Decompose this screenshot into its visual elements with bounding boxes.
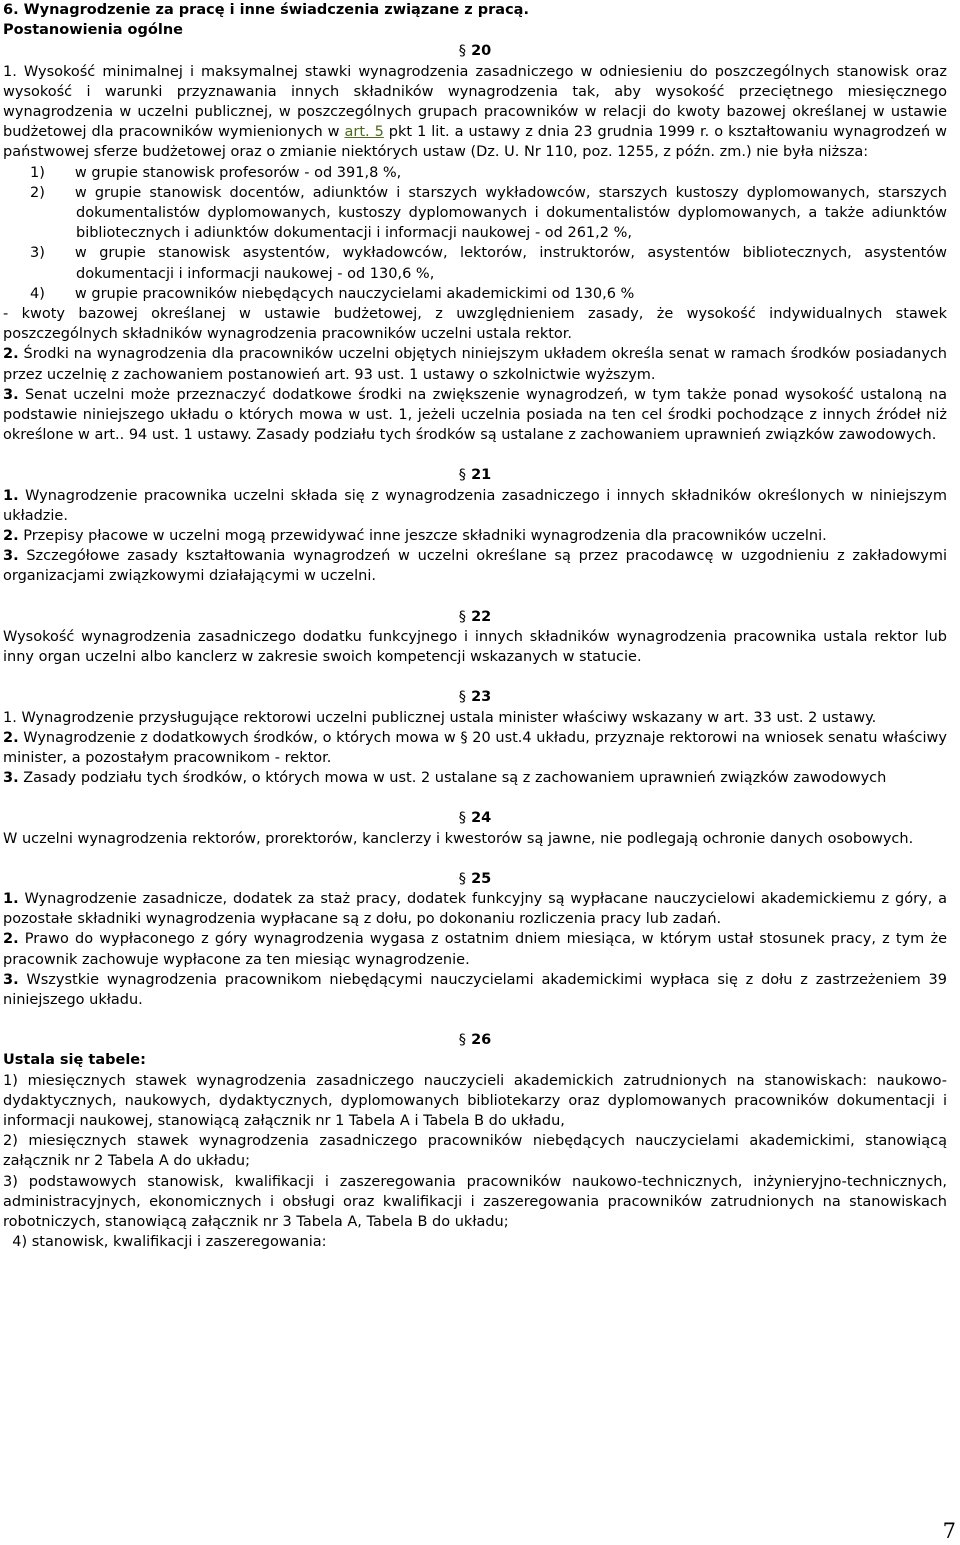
paragraph-text: Środki na wynagrodzenia dla pracowników uczelni objętych niniejszym układem określa senat w ramach środków posiadanych przez uczelnię z zachowaniem postanowień art. 93 ust. 1 ustawy o szkolnictwie wyższym. (3, 346, 947, 383)
list-number: 4) (30, 285, 45, 302)
paragraph-number: 3. (3, 971, 19, 988)
paragraph-number: 3. (3, 548, 19, 565)
section-25-heading (3, 869, 947, 889)
paragraph-text: Senat uczelni może przeznaczyć dodatkowe środki na zwiększenie wynagrodzeń, w tym także ponad wysokość ustaloną na podstawie niniejszego układu o których mowa w ust. 1, jeżeli uczelnia posiada na ten cel środki pochodzące z innych źródeł niż określone w art.. 94 ust. 1 ustawy. Zasady podziału tych środków są ustalane z zachowaniem uprawnień związków zawodowych. (3, 386, 947, 444)
paragraph-text: Zasady podziału tych środków, o których mowa w ust. 2 ustalane są z zachowaniem uprawnień związków zawodowych (18, 770, 887, 787)
s20-paragraph-3 (3, 385, 947, 446)
s20-list-item-1 (3, 163, 947, 183)
s24-paragraph-1: W uczelni wynagrodzenia rektorów, prorektorów, kanclerzy i kwestorów są jawne, nie podlegają ochronie danych osobowych. (3, 830, 914, 847)
paragraph-text: Prawo do wypłaconego z góry wynagrodzenia wygasa z ostatnim dniem miesiąca, w którym ustał stosunek pracy, z tym że pracownik zachowuje wypłacone za ten miesiąc wynagrodzenie. (3, 931, 947, 968)
paragraph-number: 2. (3, 528, 19, 545)
s23-paragraph-2 (3, 728, 947, 768)
section-23-heading (3, 687, 947, 707)
paragraph-text: Wynagrodzenie pracownika uczelni składa się z wynagrodzenia zasadniczego i innych składników określonych w niniejszym układzie. (3, 487, 947, 524)
s20-list-item-3 (3, 243, 947, 283)
paragraph-text: Wszystkie wynagrodzenia pracownikom niebędącymi nauczycielami akademickimi wypłaca się z dołu z zastrzeżeniem 39 niniejszego układu. (3, 971, 947, 1008)
s20-list-item-4 (3, 284, 947, 304)
paragraph-number: 2. (3, 729, 19, 746)
list-number: 3) (30, 245, 45, 262)
s25-paragraph-1 (3, 889, 947, 929)
list-text: w grupie pracowników niebędących nauczycielami akademickimi od 130,6 % (74, 285, 635, 302)
s26-item-3: 3) podstawowych stanowisk, kwalifikacji i zaszeregowania pracowników naukowo-technicznych, inżynieryjno-technicznych, administracyjnych, ekonomicznych i obsługi oraz kwalifikacji i zaszeregowania pracowników zatrudnionych na stanowiskach robotniczych, stanowiącą załącznik nr 3 Tabela A, Tabela B do układu; (3, 1173, 947, 1230)
section-symbol: § (458, 467, 466, 484)
paragraph-text: Wynagrodzenie z dodatkowych środków, o których mowa w § 20 ust.4 układu, przyznaje rektorowi na wniosek senatu właściwy minister, a pozostałym pracownikom - rektor. (3, 729, 947, 766)
s20-list-item-2 (3, 183, 947, 244)
s21-paragraph-2 (3, 526, 947, 546)
list-text: w grupie stanowisk asystentów, wykładowców, lektorów, instruktorów, asystentów bibliotecznych, asystentów dokumentacji i informacji naukowej - od 130,6 %, (74, 245, 947, 282)
paragraph-text: Szczegółowe zasady kształtowania wynagrodzeń w uczelni określane są przez pracodawcę w uzgodnieniu z zakładowymi organizacjami związkowymi działającymi w uczelni. (3, 548, 947, 585)
s20-paragraph-1 (3, 62, 947, 163)
section-number: 25 (471, 870, 492, 887)
s22-paragraph-1: Wysokość wynagrodzenia zasadniczego dodatku funkcyjnego i innych składników wynagrodzenia pracownika ustala rektor lub inny organ uczelni albo kanclerz w zakresie swoich kompetencji wskazanych w statucie. (3, 628, 947, 666)
section-21-heading (3, 465, 947, 485)
s20-p1-text-a: 1. Wysokość minimalnej i maksymalnej stawki wynagrodzenia zasadniczego w odniesieniu do poszczególnych stanowisk oraz wysokość i warunki przyznawania innych składników wynagrodzenia tak, aby wysokość przeciętnego miesięcznego wynagrodzenia w uczelni publicznej, w poszczególnych grupach pracowników w relacji do kwoty bazowej określanej w ustawie budżetowej dla pracowników wymienionych w (3, 63, 947, 141)
document-page (3, 0, 947, 1252)
section-number: 22 (471, 608, 492, 625)
s23-paragraph-3 (3, 768, 947, 788)
paragraph-number: 2. (3, 931, 19, 948)
law-article-link[interactable]: art. 5 (344, 124, 384, 141)
paragraph-number: 3. (3, 386, 19, 403)
section-symbol: § (458, 810, 466, 827)
paragraph-number: 2. (3, 346, 19, 363)
list-text: w grupie stanowisk profesorów - od 391,8 %, (74, 164, 402, 181)
section-20-heading (3, 41, 947, 61)
section-symbol: § (458, 608, 466, 625)
s25-paragraph-2 (3, 929, 947, 969)
list-text: w grupie stanowisk docentów, adiunktów i starszych wykładowców, starszych kustoszy dyplomowanych, starszych dokumentalistów dyplomowanych, kustoszy dyplomowanych i dokumentalistów dyplomowanych, a także adiunktów bibliotecznych i adiunktów dokumentacji i informacji naukowej - od 261,2 %, (74, 184, 947, 242)
section-symbol: § (458, 1032, 466, 1049)
section-26-heading (3, 1030, 947, 1050)
s21-paragraph-3 (3, 546, 947, 586)
section-number: 20 (471, 43, 492, 60)
section-symbol: § (458, 43, 466, 60)
s23-paragraph-1: 1. Wynagrodzenie przysługujące rektorowi uczelni publicznej ustala minister właściwy wskazany w art. 33 ust. 2 ustawy. (3, 709, 877, 726)
s26-lead: Ustala się tabele: (3, 1052, 146, 1069)
list-number: 2) (30, 184, 45, 201)
page-number: 7 (942, 1518, 956, 1543)
s26-item-2: 2) miesięcznych stawek wynagrodzenia zasadniczego pracowników niebędących nauczycielami akademickimi, stanowiącą załącznik nr 2 Tabela A do układu; (3, 1133, 947, 1170)
s26-item-4: 4) stanowisk, kwalifikacji i zaszeregowania: (3, 1234, 327, 1251)
s20-paragraph-2 (3, 344, 947, 384)
section-number: 26 (471, 1032, 492, 1049)
section-number: 23 (471, 689, 492, 706)
section-22-heading (3, 607, 947, 627)
s26-item-1: 1) miesięcznych stawek wynagrodzenia zasadniczego nauczycieli akademickich zatrudnionych na stanowiskach: naukowo-dydaktycznych, naukowych, dydaktycznych, dyplomowanych bibliotekarzy oraz dyplomowanych pracowników dokumentacji i informacji naukowej, stanowiącą załącznik nr 1 Tabela A i Tabela B do układu, (3, 1072, 947, 1129)
s25-paragraph-3 (3, 970, 947, 1010)
paragraph-text: Wynagrodzenie zasadnicze, dodatek za staż pracy, dodatek funkcyjny są wypłacane nauczycielowi akademickiemu z góry, a pozostałe składniki wynagrodzenia wypłacane są z dołu, po dokonaniu rozliczenia pracy lub zadań. (3, 890, 947, 928)
s20-list (3, 163, 947, 304)
chapter-heading-line2: Postanowienia ogólne (3, 22, 183, 39)
s20-tail: - kwoty bazowej określanej w ustawie budżetowej, z uwzględnieniem zasady, że wysokość indywidualnych stawek poszczególnych składników wynagrodzenia pracowników uczelni ustala rektor. (3, 306, 947, 343)
list-number: 1) (30, 164, 45, 181)
paragraph-number: 1. (3, 890, 19, 907)
section-24-heading (3, 808, 947, 828)
paragraph-number: 3. (3, 770, 19, 787)
section-symbol: § (458, 689, 466, 706)
section-number: 21 (471, 467, 492, 484)
s21-paragraph-1 (3, 486, 947, 526)
paragraph-number: 1. (3, 487, 19, 504)
section-symbol: § (458, 870, 466, 887)
paragraph-text: Przepisy płacowe w uczelni mogą przewidywać inne jeszcze składniki wynagrodzenia dla pracowników uczelni. (18, 528, 827, 545)
s20-p1-text-b: pkt 1 lit. a ustawy z dnia 23 grudnia 1999 r. o kształtowaniu wynagrodzeń w państwowej sferze budżetowej oraz o zmianie niektórych ustaw (Dz. U. Nr 110, poz. 1255, z późn. zm.) nie była niższa: (3, 124, 947, 161)
chapter-heading-line1: 6. Wynagrodzenie za pracę i inne świadczenia związane z pracą. (3, 2, 529, 18)
section-number: 24 (471, 810, 492, 827)
